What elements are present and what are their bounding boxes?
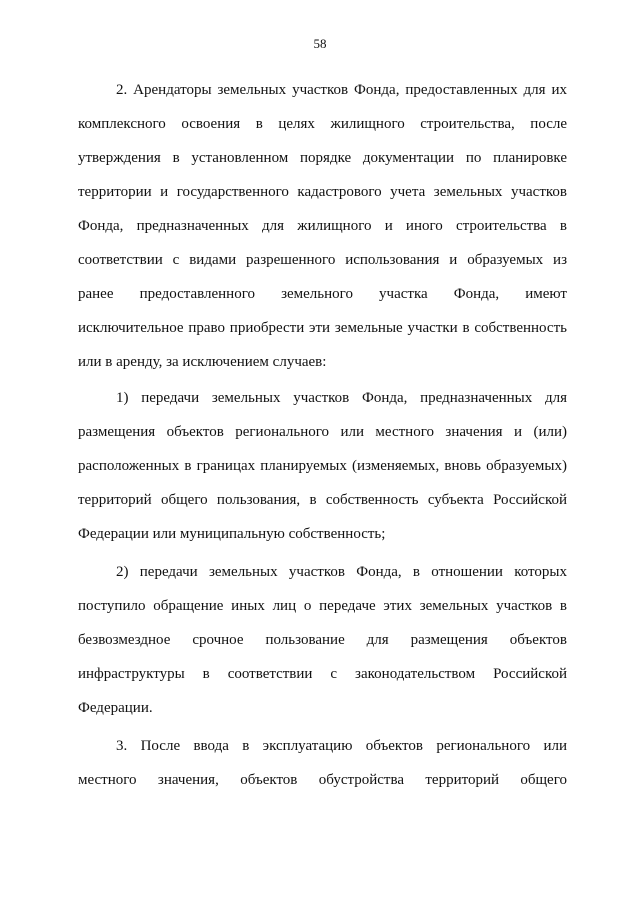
- text-line: 2) передачи земельных участков Фонда, в отношении которых: [116, 564, 567, 580]
- text-line: поступило обращение иных лиц о передаче этих земельных участков в: [78, 598, 567, 614]
- text-line: расположенных в границах планируемых (изменяемых, вновь образуемых): [78, 458, 567, 474]
- text-line: 1) передачи земельных участков Фонда, предназначенных для: [116, 390, 567, 406]
- text-line: Фонда, предназначенных для жилищного и иного строительства в: [78, 218, 567, 234]
- text-line: 2. Арендаторы земельных участков Фонда, предоставленных для их: [116, 82, 567, 98]
- text-line: комплексного освоения в целях жилищного строительства, после: [78, 116, 567, 132]
- text-line: Федерации.: [78, 700, 153, 716]
- text-line: исключительное право приобрести эти земельные участки в собственность: [78, 320, 567, 336]
- page-number: 58: [313, 36, 327, 51]
- text-line: соответствии с видами разрешенного использования и образуемых из: [78, 252, 567, 268]
- text-line: местного значения, объектов обустройства территорий общего: [78, 772, 567, 788]
- text-line: ранее предоставленного земельного участка Фонда, имеют: [78, 286, 567, 302]
- text-line: территорий общего пользования, в собственность субъекта Российской: [78, 492, 567, 508]
- text-line: Федерации или муниципальную собственность;: [78, 526, 386, 542]
- text-line: размещения объектов регионального или местного значения и (или): [78, 424, 567, 440]
- text-line: или в аренду, за исключением случаев:: [78, 354, 327, 370]
- text-line: утверждения в установленном порядке документации по планировке: [78, 150, 567, 166]
- text-line: безвозмездное срочное пользование для размещения объектов: [78, 632, 567, 648]
- text-line: территории и государственного кадастрового учета земельных участков: [78, 184, 567, 200]
- text-line: 3. После ввода в эксплуатацию объектов регионального или: [116, 738, 567, 754]
- text-line: инфраструктуры в соответствии с законодательством Российской: [78, 666, 567, 682]
